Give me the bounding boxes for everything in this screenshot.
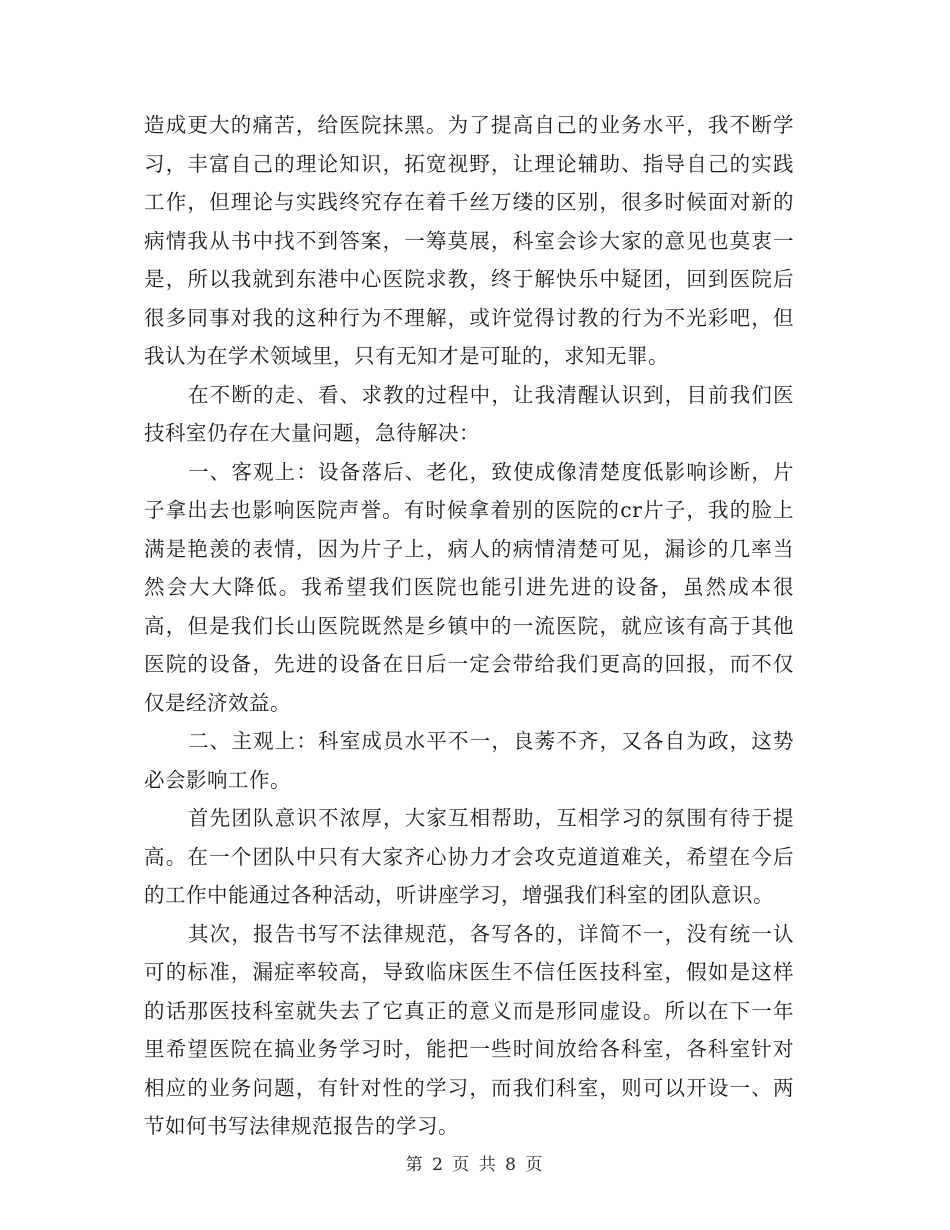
paragraph-6: 其次，报告书写不法律规范，各写各的，详简不一，没有统一认可的标准，漏症率较高，导致临床医生不信任医技科室，假如是这样的话那医技科室就失去了它真正的意义而是形同虚设。所以在下一年里希望医院在搞业务学习时，能把一些时间放给各科室，各科室针对相应的业务问题，有针对性的学习，而我们科室，则可以开设一、两节如何书写法律规范报告的学习。: [144, 921, 794, 1138]
paragraph-1: 造成更大的痛苦，给医院抹黑。为了提高自己的业务水平，我不断学习，丰富自己的理论知识，拓宽视野，让理论辅助、指导自己的实践工作，但理论与实践终究存在着千丝万缕的区别，很多时候面对新的病情我从书中找不到答案，一筹莫展，科室会诊大家的意见也莫衷一是，所以我就到东港中心医院求教，终于解快乐中疑团，回到医院后很多同事对我的这种行为不理解，或许觉得讨教的行为不光彩吧，但我认为在学术领域里，只有无知才是可耻的，求知无罪。: [144, 113, 794, 368]
paragraph-3: 一、客观上：设备落后、老化，致使成像清楚度低影响诊断，片子拿出去也影响医院声誉。有时候拿着别的医院的cr片子，我的脸上满是艳羡的表情，因为片子上，病人的病情清楚可见，漏诊的几率当然会大大降低。我希望我们医院也能引进先进的设备，虽然成本很高，但是我们长山医院既然是乡镇中的一流医院，就应该有高于其他医院的设备，先进的设备在日后一定会带给我们更高的回报，而不仅仅是经济效益。: [144, 459, 794, 715]
paragraph-5: 首先团队意识不浓厚，大家互相帮助，互相学习的氛围有待于提高。在一个团队中只有大家齐心协力才会攻克道道难关，希望在今后的工作中能通过各种活动，听讲座学习，增强我们科室的团队意识。: [144, 806, 794, 907]
paragraph-2: 在不断的走、看、求教的过程中，让我清醒认识到，目前我们医技科室仍存在大量问题，急待解决：: [144, 382, 794, 445]
paragraph-4: 二、主观上：科室成员水平不一，良莠不齐，又各自为政，这势必会影响工作。: [144, 729, 794, 792]
page-number-footer: 第 2 页 共 8 页: [405, 1155, 545, 1175]
document-body: [144, 106, 794, 1146]
